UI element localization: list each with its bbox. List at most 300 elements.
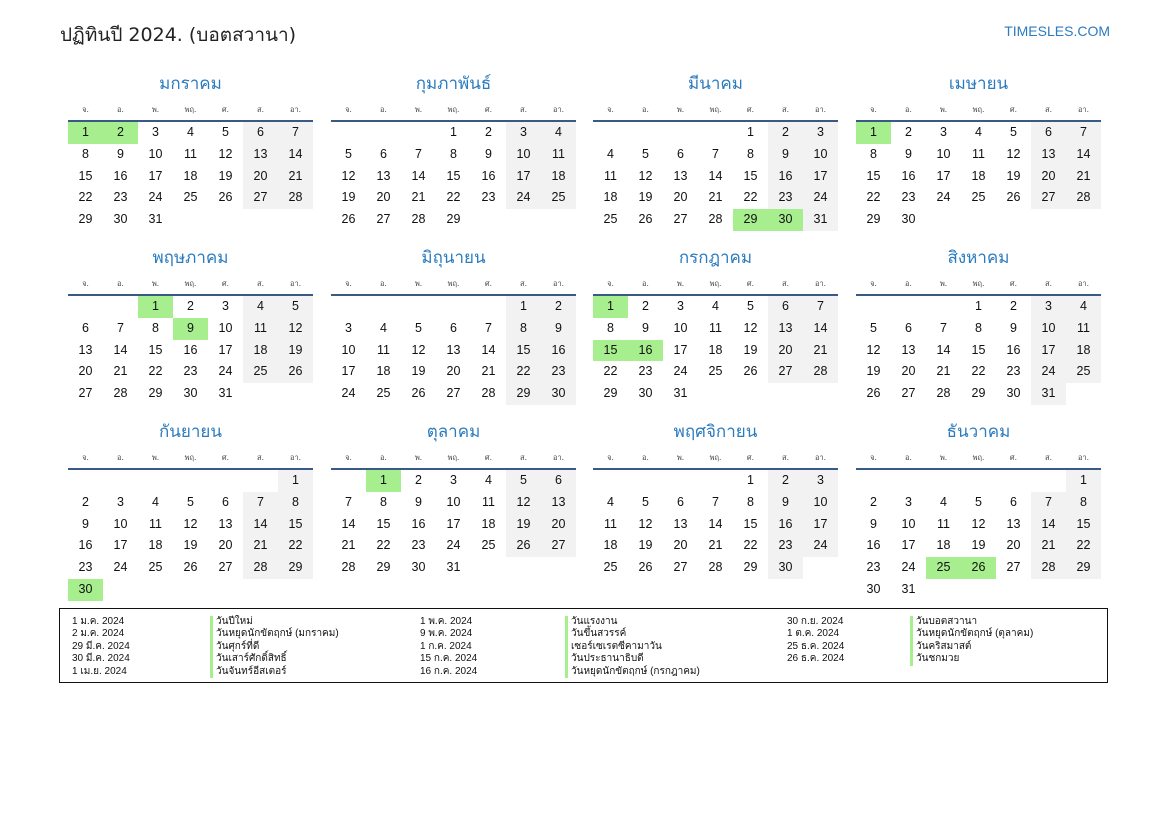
- day-cell: 7: [712, 146, 719, 161]
- day-cell: 11: [184, 146, 197, 161]
- weekday-label: พฤ.: [972, 453, 985, 462]
- weekday-header: [856, 104, 1101, 118]
- day-cell: 27: [541, 535, 576, 557]
- weekday-label: ศ.: [221, 279, 230, 288]
- day-cell: 3: [506, 122, 541, 144]
- weekday-label: จ.: [345, 279, 352, 288]
- day-cell: 22: [866, 190, 881, 205]
- day-cell: 10: [218, 320, 233, 335]
- day-grid: [68, 470, 313, 601]
- day-cell: 29: [376, 560, 391, 575]
- weekday-label: พ.: [414, 105, 423, 114]
- day-cell: 3: [222, 299, 229, 313]
- day-cell: 24: [148, 190, 163, 205]
- weekday-label: จ.: [607, 453, 614, 462]
- day-cell: 2: [905, 125, 912, 139]
- weekday-label: อา.: [814, 105, 827, 114]
- day-cell: 2: [82, 494, 89, 509]
- day-cell: 31: [148, 212, 163, 227]
- day-cell: 9: [768, 144, 803, 166]
- day-cell: 13: [541, 492, 576, 514]
- day-cell: 13: [376, 168, 391, 183]
- day-cell: 13: [768, 318, 803, 340]
- month-block: [68, 420, 313, 601]
- empty-cell: [436, 296, 471, 318]
- weekday-label: พฤ.: [447, 105, 460, 114]
- day-cell: 5: [870, 320, 877, 335]
- day-cell: 7: [345, 494, 352, 509]
- day-cell: 3: [905, 494, 912, 509]
- day-cell: 26: [183, 560, 198, 575]
- weekday-label: พฤ.: [184, 279, 197, 288]
- weekday-header: [856, 278, 1101, 292]
- day-cell: 9: [541, 318, 576, 340]
- day-cell: 22: [971, 364, 986, 379]
- day-cell: 8: [152, 320, 159, 335]
- day-cell: 22: [78, 190, 93, 205]
- empty-cell: [401, 122, 436, 144]
- day-cell: 18: [183, 168, 198, 183]
- day-cell: 15: [148, 342, 163, 357]
- day-grid: [331, 296, 576, 405]
- day-cell: 4: [607, 494, 614, 509]
- day-cell: 24: [506, 187, 541, 209]
- day-cell: 27: [376, 212, 391, 227]
- empty-cell: [331, 122, 366, 144]
- day-cell: 18: [603, 190, 618, 205]
- day-cell: 24: [803, 187, 838, 209]
- weekday-label: ศ.: [746, 453, 755, 462]
- day-cell: 7: [803, 296, 838, 318]
- day-cell: 12: [638, 168, 653, 183]
- weekday-label: อา.: [289, 105, 302, 114]
- day-cell: 29: [743, 560, 758, 575]
- day-cell: 28: [936, 386, 951, 401]
- weekday-label: พฤ.: [972, 105, 985, 114]
- day-cell: 20: [78, 364, 93, 379]
- day-cell: 21: [481, 364, 496, 379]
- day-cell: 8: [1066, 492, 1101, 514]
- day-cell: 23: [866, 560, 881, 575]
- day-cell: 27: [673, 560, 688, 575]
- empty-cell: [103, 470, 138, 492]
- day-cell: 9: [768, 492, 803, 514]
- day-cell: 27: [243, 187, 278, 209]
- empty-cell: [68, 296, 103, 318]
- day-cell: 6: [222, 494, 229, 509]
- day-cell: 14: [243, 514, 278, 536]
- day-cell: 23: [481, 190, 496, 205]
- day-cell: 25: [1066, 361, 1101, 383]
- empty-cell: [663, 470, 698, 492]
- day-cell: 6: [905, 320, 912, 335]
- holiday-name: วันชกมวย: [910, 653, 959, 665]
- month-block: [856, 420, 1101, 601]
- day-cell: 13: [1006, 516, 1021, 531]
- day-cell: 11: [243, 318, 278, 340]
- day-cell: 17: [341, 364, 356, 379]
- weekday-label: อ.: [642, 105, 649, 114]
- day-cell: 28: [341, 560, 356, 575]
- weekday-label: ศ.: [484, 279, 493, 288]
- brand-link[interactable]: TIMESLES.COM: [1004, 23, 1110, 39]
- day-cell: 21: [341, 538, 356, 553]
- weekday-header: [593, 278, 838, 292]
- day-cell: 12: [218, 146, 233, 161]
- empty-cell: [331, 470, 366, 492]
- day-cell: 2: [642, 299, 649, 313]
- day-cell: 7: [415, 146, 422, 161]
- holiday-name: วันประธานาธิบดี: [565, 653, 644, 665]
- weekday-label: พฤ.: [709, 105, 722, 114]
- day-cell: 3: [803, 122, 838, 144]
- day-cell: 17: [1031, 340, 1066, 362]
- day-cell: 5: [345, 146, 352, 161]
- day-cell: 16: [768, 514, 803, 536]
- day-cell: 5: [1010, 125, 1017, 139]
- day-cell: 22: [446, 190, 461, 205]
- empty-cell: [891, 470, 926, 492]
- day-cell: 7: [278, 122, 313, 144]
- day-cell: 10: [936, 146, 951, 161]
- weekday-label: ศ.: [221, 453, 230, 462]
- day-cell: 26: [743, 364, 758, 379]
- day-cell: 2: [415, 473, 422, 487]
- day-cell: 23: [1006, 364, 1021, 379]
- day-cell: 29: [603, 386, 618, 401]
- day-cell: 11: [482, 494, 495, 509]
- day-cell: 9: [870, 516, 877, 531]
- weekday-label: ส.: [782, 105, 789, 114]
- day-cell: 7: [940, 320, 947, 335]
- weekday-label: พ.: [676, 279, 685, 288]
- day-cell: 21: [278, 166, 313, 188]
- day-cell: 11: [604, 168, 617, 183]
- day-cell: 10: [1031, 318, 1066, 340]
- day-cell: 23: [183, 364, 198, 379]
- weekday-header: [331, 278, 576, 292]
- day-cell: 27: [673, 212, 688, 227]
- weekday-label: ส.: [257, 105, 264, 114]
- holiday-date: 1 เม.ย. 2024: [72, 665, 127, 677]
- weekday-header: [593, 104, 838, 118]
- day-cell: 23: [541, 361, 576, 383]
- weekday-label: จ.: [82, 279, 89, 288]
- day-cell: 28: [1066, 187, 1101, 209]
- month-title: กรกฎาคม: [678, 248, 753, 268]
- day-cell: 26: [411, 386, 426, 401]
- day-cell: 28: [113, 386, 128, 401]
- day-cell: 13: [1031, 144, 1066, 166]
- day-cell: 14: [1066, 144, 1101, 166]
- day-cell: 26: [506, 535, 541, 557]
- holiday-name: วันศุกร์ที่ดี: [210, 641, 259, 653]
- day-cell: 20: [1031, 166, 1066, 188]
- day-cell: 7: [712, 494, 719, 509]
- day-cell: 27: [1031, 187, 1066, 209]
- day-cell: 1: [856, 122, 891, 144]
- weekday-label: ส.: [257, 453, 264, 462]
- weekday-label: พ.: [151, 105, 160, 114]
- day-cell: 18: [541, 166, 576, 188]
- day-cell: 9: [173, 318, 208, 340]
- day-cell: 14: [1031, 514, 1066, 536]
- day-cell: 22: [743, 190, 758, 205]
- day-cell: 5: [415, 320, 422, 335]
- day-grid: [331, 470, 576, 579]
- day-cell: 24: [936, 190, 951, 205]
- day-cell: 16: [1006, 342, 1021, 357]
- day-cell: 17: [803, 166, 838, 188]
- day-cell: 2: [1010, 299, 1017, 313]
- day-cell: 29: [506, 383, 541, 405]
- day-cell: 25: [708, 364, 723, 379]
- day-cell: 15: [78, 168, 93, 183]
- day-cell: 20: [901, 364, 916, 379]
- day-cell: 7: [1031, 492, 1066, 514]
- day-cell: 4: [1066, 296, 1101, 318]
- day-cell: 28: [243, 557, 278, 579]
- holiday-date: 2 ม.ค. 2024: [72, 628, 125, 640]
- day-cell: 7: [1066, 122, 1101, 144]
- day-cell: 16: [183, 342, 198, 357]
- empty-cell: [593, 122, 628, 144]
- day-cell: 31: [901, 581, 916, 596]
- weekday-label: จ.: [870, 279, 877, 288]
- day-cell: 9: [905, 146, 912, 161]
- month-title: ตุลาคม: [426, 422, 481, 442]
- day-cell: 9: [1010, 320, 1017, 335]
- weekday-label: อา.: [1077, 279, 1090, 288]
- empty-cell: [698, 470, 733, 492]
- holiday-date: 1 ม.ค. 2024: [72, 616, 125, 627]
- weekday-label: ศ.: [746, 279, 755, 288]
- weekday-label: จ.: [607, 279, 614, 288]
- day-cell: 23: [901, 190, 916, 205]
- holiday-name: วันจันทร์อีสเตอร์: [210, 666, 287, 678]
- day-cell: 9: [117, 146, 124, 161]
- month-title: พฤศจิกายน: [673, 422, 758, 442]
- day-cell: 26: [278, 361, 313, 383]
- day-cell: 19: [183, 538, 198, 553]
- day-cell: 1: [366, 470, 401, 492]
- day-cell: 15: [743, 516, 758, 531]
- day-cell: 8: [870, 146, 877, 161]
- day-cell: 12: [506, 492, 541, 514]
- weekday-label: อา.: [552, 105, 565, 114]
- day-cell: 21: [708, 538, 723, 553]
- weekday-label: อา.: [1077, 105, 1090, 114]
- day-cell: 10: [506, 144, 541, 166]
- day-cell: 24: [673, 364, 688, 379]
- empty-cell: [856, 470, 891, 492]
- empty-cell: [331, 296, 366, 318]
- weekday-label: จ.: [345, 453, 352, 462]
- day-cell: 5: [222, 125, 229, 139]
- day-cell: 6: [380, 146, 387, 161]
- weekday-label: พ.: [939, 279, 948, 288]
- day-cell: 3: [677, 299, 684, 313]
- day-cell: 13: [243, 144, 278, 166]
- day-cell: 1: [138, 296, 173, 318]
- day-cell: 6: [1031, 122, 1066, 144]
- weekday-label: พ.: [939, 105, 948, 114]
- day-cell: 17: [446, 516, 461, 531]
- weekday-label: อ.: [905, 453, 912, 462]
- day-cell: 12: [278, 318, 313, 340]
- empty-cell: [173, 470, 208, 492]
- day-cell: 13: [673, 168, 688, 183]
- weekday-header: [331, 104, 576, 118]
- day-cell: 16: [901, 168, 916, 183]
- month-block: [856, 72, 1101, 231]
- day-cell: 21: [1031, 535, 1066, 557]
- day-cell: 3: [450, 473, 457, 487]
- day-cell: 5: [642, 146, 649, 161]
- day-cell: 14: [708, 168, 723, 183]
- day-cell: 17: [673, 342, 688, 357]
- day-cell: 20: [768, 340, 803, 362]
- holiday-name: วันบอตสวานา: [910, 616, 977, 628]
- empty-cell: [926, 296, 961, 318]
- day-grid: [593, 122, 838, 231]
- day-cell: 1: [747, 473, 754, 487]
- day-cell: 14: [411, 168, 426, 183]
- day-cell: 19: [278, 340, 313, 362]
- day-cell: 3: [940, 125, 947, 139]
- day-cell: 8: [975, 320, 982, 335]
- day-cell: 20: [673, 190, 688, 205]
- weekday-label: พ.: [414, 453, 423, 462]
- day-cell: 31: [803, 209, 838, 231]
- day-cell: 10: [113, 516, 128, 531]
- day-cell: 14: [803, 318, 838, 340]
- holiday-date: 1 พ.ค. 2024: [420, 616, 473, 627]
- day-cell: 23: [768, 187, 803, 209]
- holiday-date: 16 ก.ค. 2024: [420, 665, 478, 677]
- day-cell: 4: [541, 122, 576, 144]
- day-cell: 30: [541, 383, 576, 405]
- day-cell: 11: [377, 342, 390, 357]
- day-cell: 18: [376, 364, 391, 379]
- day-cell: 30: [113, 212, 128, 227]
- day-cell: 12: [1006, 146, 1021, 161]
- day-cell: 16: [78, 538, 93, 553]
- day-cell: 28: [1031, 557, 1066, 579]
- empty-cell: [401, 296, 436, 318]
- weekday-label: อา.: [289, 453, 302, 462]
- day-cell: 22: [278, 535, 313, 557]
- weekday-label: จ.: [607, 105, 614, 114]
- empty-cell: [1031, 470, 1066, 492]
- empty-cell: [926, 470, 961, 492]
- weekday-label: อ.: [642, 453, 649, 462]
- day-cell: 25: [148, 560, 163, 575]
- day-cell: 18: [148, 538, 163, 553]
- day-cell: 5: [642, 494, 649, 509]
- day-cell: 18: [708, 342, 723, 357]
- weekday-label: พฤ.: [184, 105, 197, 114]
- day-cell: 28: [708, 212, 723, 227]
- day-cell: 28: [278, 187, 313, 209]
- weekday-label: ส.: [520, 105, 527, 114]
- day-cell: 15: [506, 340, 541, 362]
- weekday-label: พ.: [151, 279, 160, 288]
- day-cell: 30: [68, 579, 103, 601]
- day-cell: 4: [607, 146, 614, 161]
- day-cell: 23: [638, 364, 653, 379]
- day-cell: 16: [481, 168, 496, 183]
- day-cell: 30: [768, 557, 803, 579]
- day-cell: 26: [638, 212, 653, 227]
- day-cell: 19: [411, 364, 426, 379]
- empty-cell: [593, 470, 628, 492]
- day-cell: 8: [607, 320, 614, 335]
- day-cell: 27: [901, 386, 916, 401]
- day-cell: 1: [747, 125, 754, 139]
- day-cell: 8: [747, 146, 754, 161]
- weekday-label: อ.: [642, 279, 649, 288]
- day-cell: 9: [642, 320, 649, 335]
- day-cell: 3: [345, 320, 352, 335]
- day-cell: 30: [768, 209, 803, 231]
- day-cell: 1: [593, 296, 628, 318]
- day-cell: 17: [506, 166, 541, 188]
- day-cell: 26: [638, 560, 653, 575]
- empty-cell: [243, 470, 278, 492]
- day-cell: 14: [113, 342, 128, 357]
- day-cell: 25: [481, 538, 496, 553]
- weekday-label: อ.: [117, 105, 124, 114]
- day-cell: 23: [113, 190, 128, 205]
- day-cell: 31: [446, 560, 461, 575]
- day-cell: 1: [278, 470, 313, 492]
- weekday-label: ศ.: [221, 105, 230, 114]
- day-cell: 12: [743, 320, 758, 335]
- weekday-label: อ.: [117, 453, 124, 462]
- day-cell: 6: [677, 146, 684, 161]
- day-grid: [856, 122, 1101, 231]
- weekday-label: จ.: [82, 453, 89, 462]
- day-cell: 15: [376, 516, 391, 531]
- day-cell: 16: [628, 340, 663, 362]
- holiday-name: วันขึ้นสวรรค์: [565, 628, 626, 640]
- day-cell: 4: [712, 299, 719, 313]
- empty-cell: [103, 296, 138, 318]
- day-cell: 24: [901, 560, 916, 575]
- empty-cell: [663, 122, 698, 144]
- day-cell: 19: [638, 190, 653, 205]
- day-cell: 27: [78, 386, 93, 401]
- holiday-name: วันเสาร์ศักดิ์สิทธิ์: [210, 653, 287, 665]
- day-cell: 2: [870, 494, 877, 509]
- weekday-label: อ.: [905, 279, 912, 288]
- empty-cell: [698, 122, 733, 144]
- weekday-label: อา.: [1077, 453, 1090, 462]
- day-cell: 8: [82, 146, 89, 161]
- day-cell: 26: [218, 190, 233, 205]
- day-grid: [593, 470, 838, 579]
- weekday-label: ศ.: [1009, 105, 1018, 114]
- page-title: ปฏิทินปี 2024. (บอตสวานา): [60, 24, 297, 46]
- empty-cell: [68, 470, 103, 492]
- day-cell: 15: [1066, 514, 1101, 536]
- day-cell: 24: [1031, 361, 1066, 383]
- day-cell: 27: [768, 361, 803, 383]
- day-cell: 5: [747, 299, 754, 313]
- day-cell: 11: [541, 144, 576, 166]
- day-cell: 20: [541, 514, 576, 536]
